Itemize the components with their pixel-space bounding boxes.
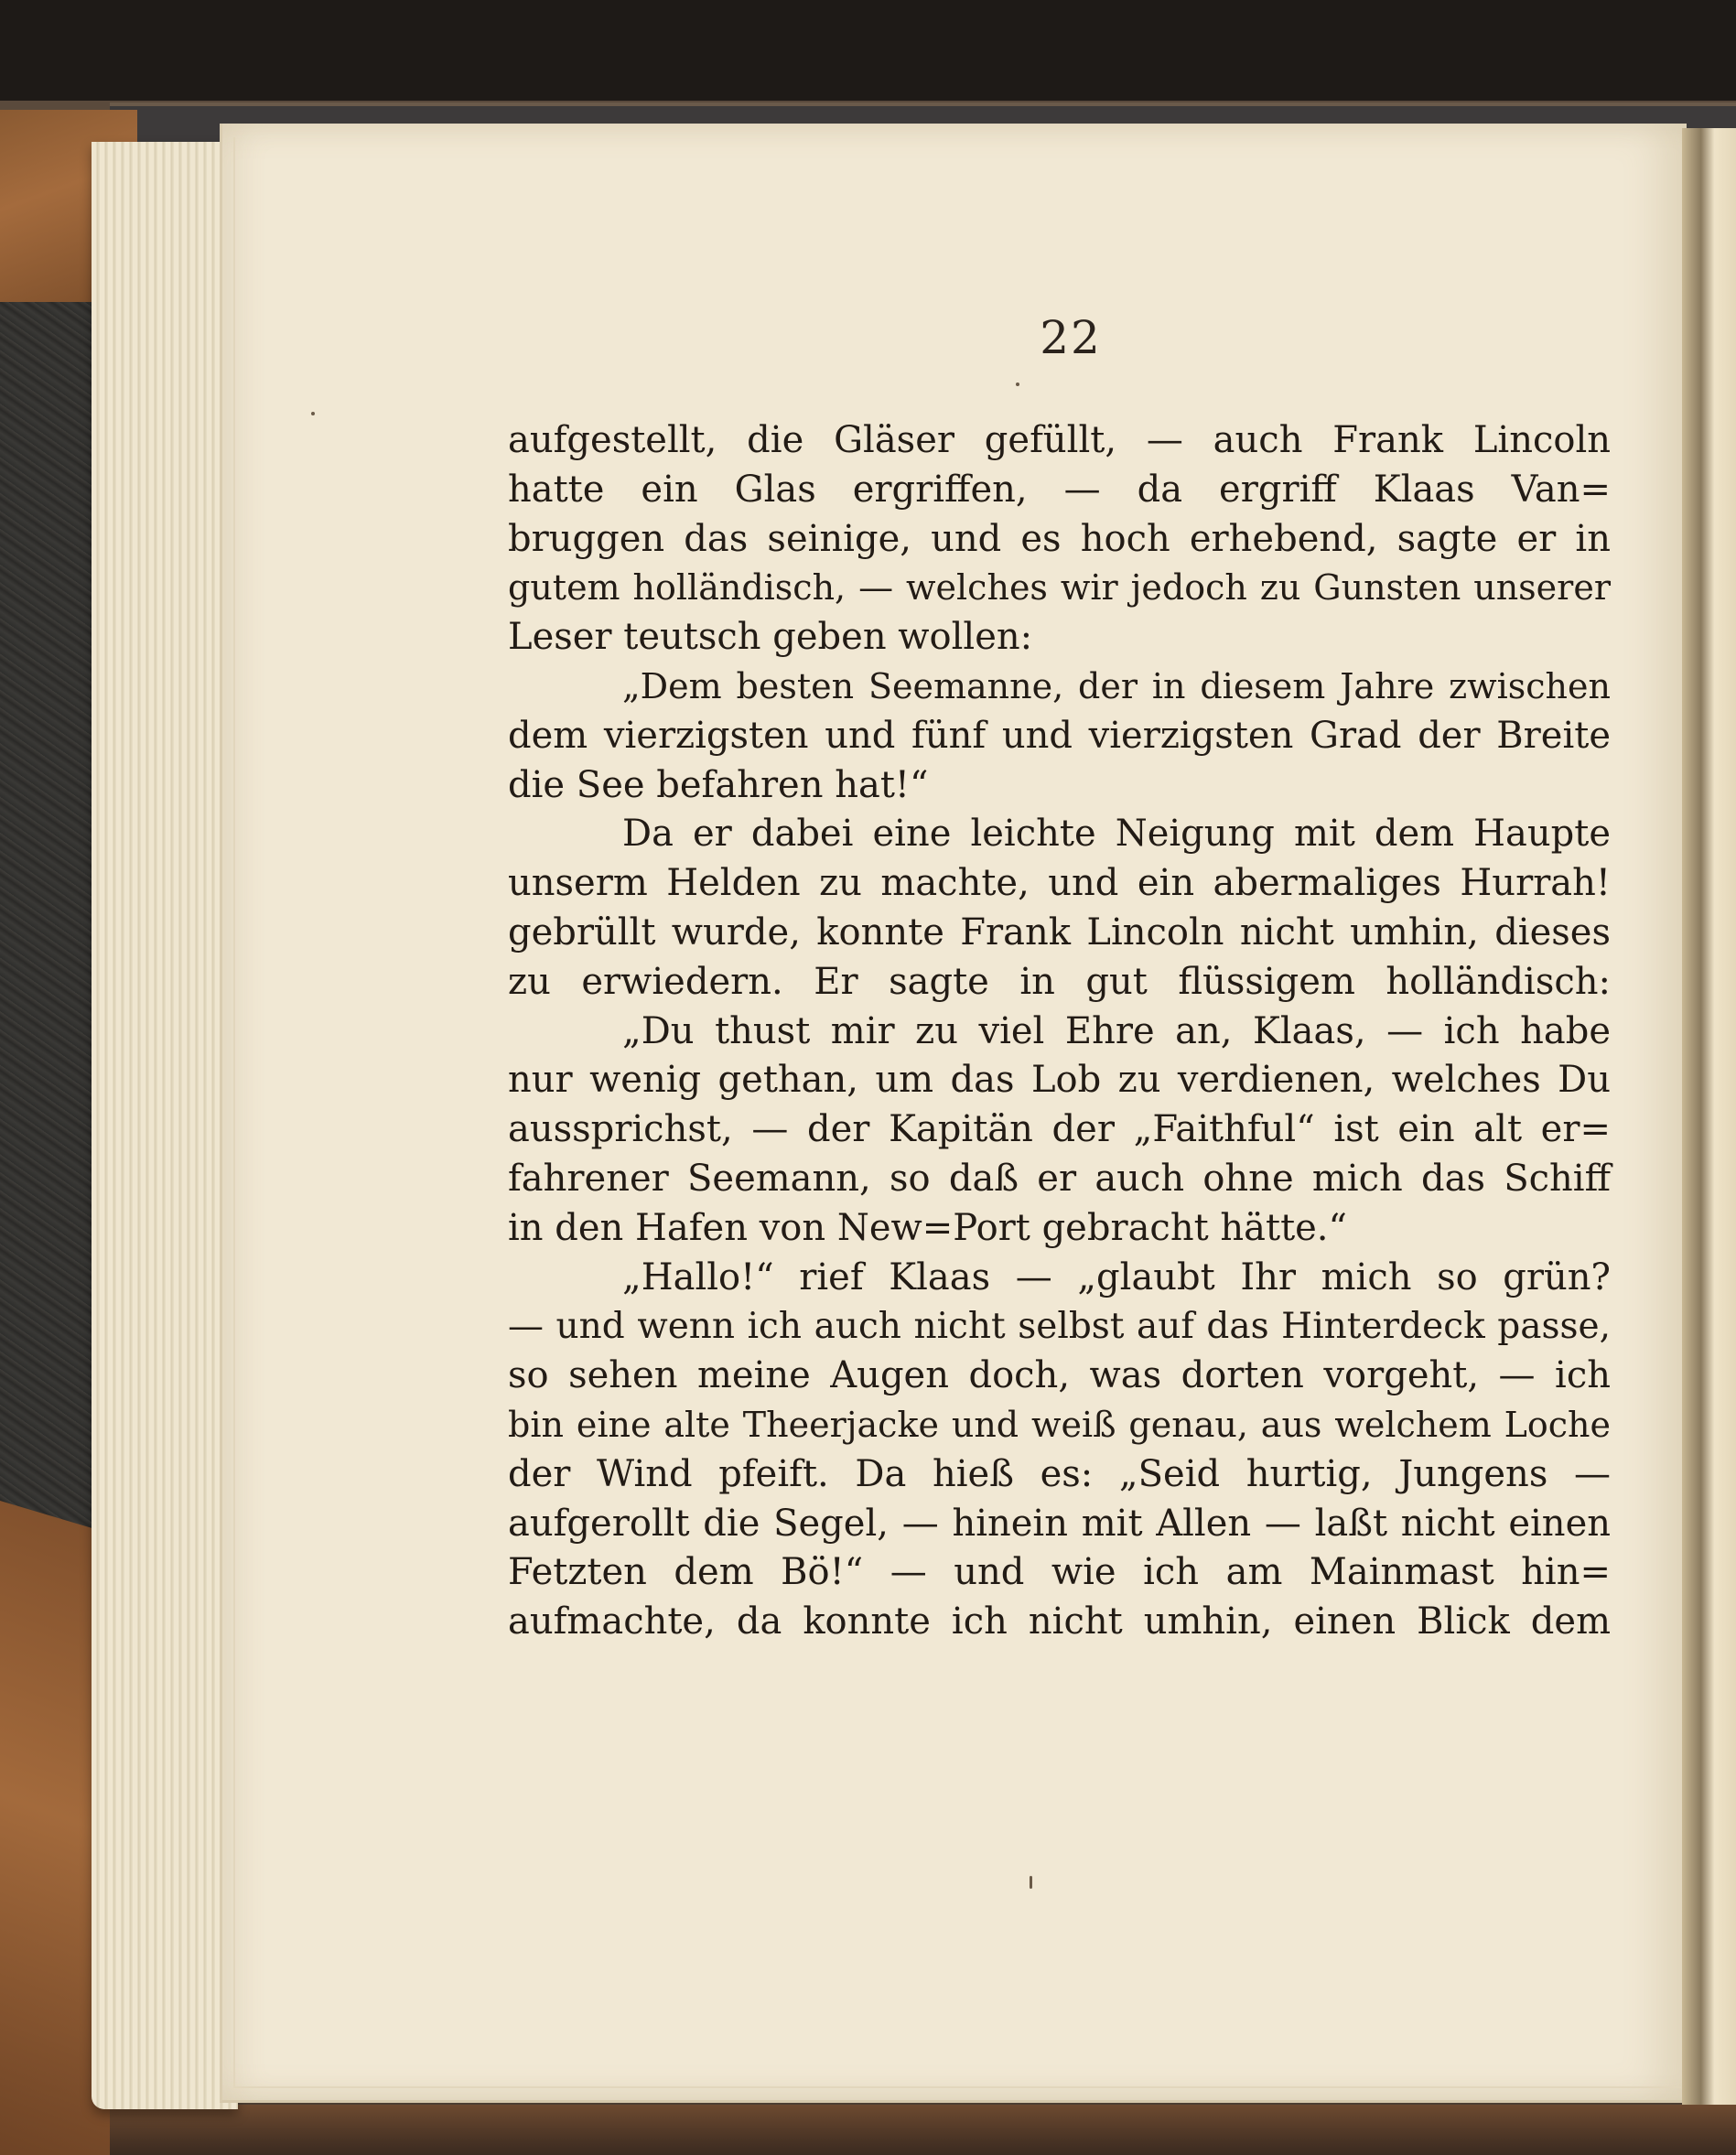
text-line: „Hallo!“ rief Klaas — „glaubt Ihr mich so grün? — [622, 1255, 1611, 1298]
text-line: gebrüllt wurde, konnte Frank Lincoln nicht umhin, dieses — [508, 910, 1611, 954]
page-gutter — [1682, 128, 1736, 2105]
text-line: Da er dabei eine leichte Neigung mit dem Haupte — [622, 813, 1611, 856]
text-line: aufmachte, da konnte ich nicht umhin, einen Blick dem — [508, 1600, 1611, 1643]
text-line: die See befahren hat!“ — [508, 763, 929, 806]
text-line: fahrener Seemann, so daß er auch ohne mich das Schiff — [508, 1157, 1611, 1200]
text-line: „Du thust mir zu viel Ehre an, Klaas, — ich habe — [622, 1009, 1611, 1052]
cover-bottom-edge — [110, 2105, 1736, 2155]
text-line: „Dem besten Seemanne, der in diesem Jahre zwischen — [622, 665, 1611, 706]
text-line: bin eine alte Theerjacke und weiß genau, aus welchem Loche — [508, 1404, 1611, 1445]
text-line: aufgerollt die Segel, — hinein mit Allen — laßt nicht einen — [508, 1502, 1611, 1545]
text-line: nur wenig gethan, um das Lob zu verdienen, welches Du — [508, 1059, 1611, 1102]
text-line: unserm Helden zu machte, und ein abermaliges Hurrah! — [508, 862, 1611, 905]
text-line: der Wind pfeift. Da hieß es: „Seid hurtig, Jungens — — [508, 1452, 1611, 1495]
text-line: aussprichst, — der Kapitän der „Faithful“ ist ein alt er= — [508, 1108, 1611, 1151]
paper-speck — [311, 412, 315, 415]
paper-speck — [1030, 1876, 1032, 1889]
text-line: gutem holländisch, — welches wir jedoch zu Gunsten unserer — [508, 567, 1611, 609]
text-line: zu erwiedern. Er sagte in gut flüssigem holländisch: — [508, 960, 1611, 1003]
text-line: bruggen das seinige, und es hoch erhebend, sagte er in — [508, 517, 1611, 560]
page-number: 22 — [1040, 311, 1102, 364]
text-line: — und wenn ich auch nicht selbst auf das Hinterdeck passe, — [508, 1306, 1611, 1348]
text-line: hatte ein Glas ergriffen, — da ergriff Klaas Van= — [508, 468, 1611, 511]
text-line: dem vierzigsten und fünf und vierzigsten Grad der Breite — [508, 714, 1611, 757]
page-text — [508, 416, 1611, 1647]
text-line: in den Hafen von New=Port gebracht hätte.“ — [508, 1206, 1347, 1249]
text-line: aufgestellt, die Gläser gefüllt, — auch Frank Lincoln — [508, 419, 1611, 461]
text-line: Leser teutsch geben wollen: — [508, 616, 1033, 659]
page-stack-edge — [92, 142, 238, 2109]
text-line: Fetzten dem Bö!“ — und wie ich am Mainmast hin= — [508, 1551, 1611, 1594]
paper-speck — [1016, 383, 1019, 386]
text-line: so sehen meine Augen doch, was dorten vorgeht, — ich — [508, 1354, 1611, 1397]
